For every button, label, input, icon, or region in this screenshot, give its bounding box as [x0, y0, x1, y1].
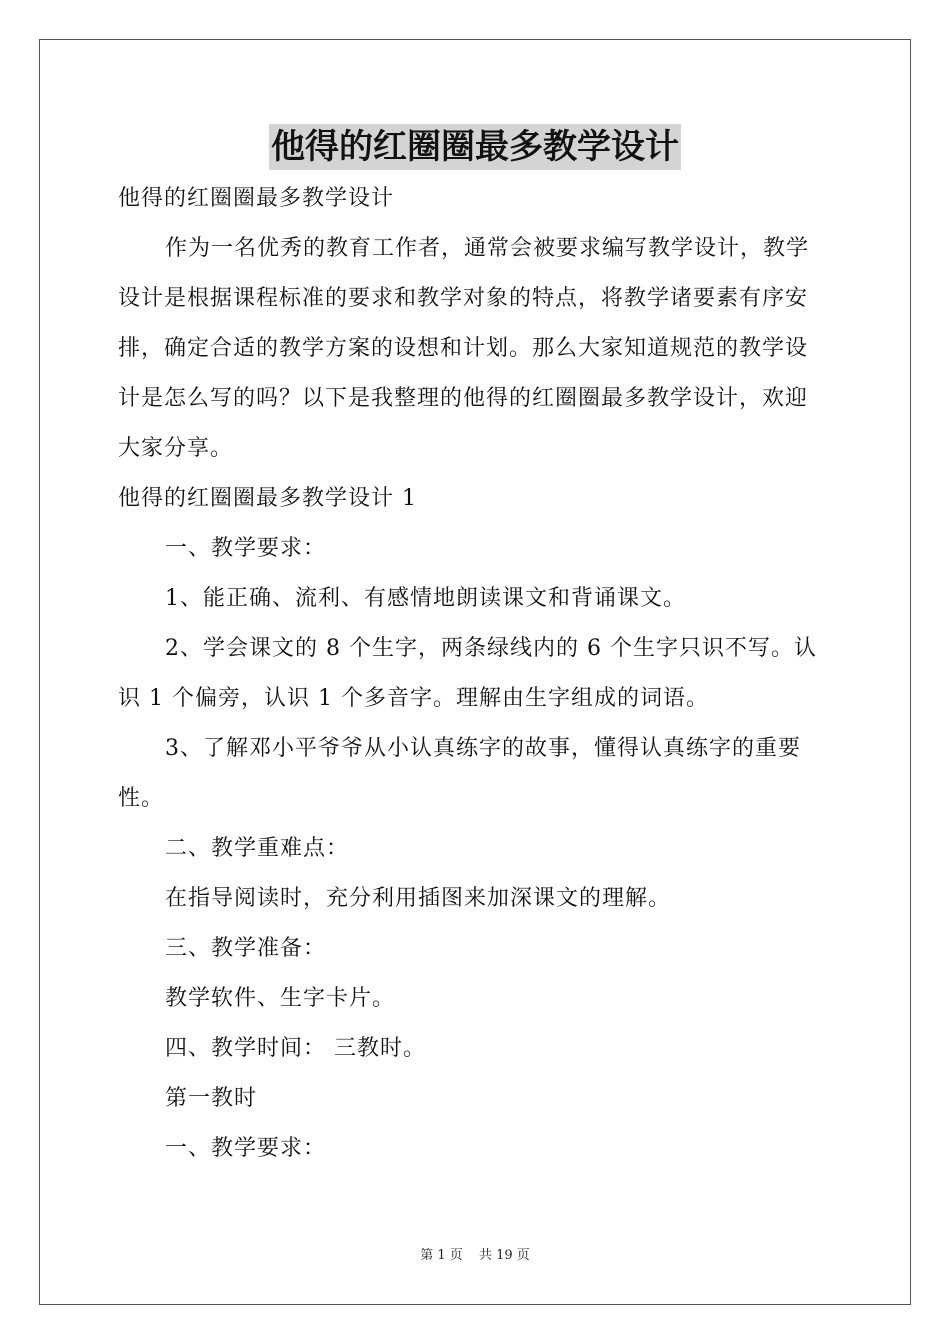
paragraph-line: 四、教学时间： 三教时。 [165, 1036, 426, 1061]
page-footer [0, 1247, 950, 1265]
paragraph-line: 教学软件、生字卡片。 [165, 986, 396, 1011]
paragraph-line: 三、教学准备： [165, 936, 327, 961]
paragraph-line: 3、了解邓小平爷爷从小认真练字的故事，懂得认真练字的重要 [165, 736, 801, 761]
paragraph-line: 1、能正确、流利、有感情地朗读课文和背诵课文。 [165, 586, 686, 611]
paragraph-line: 大家分享。 [118, 436, 234, 461]
paragraph-line: 一、教学要求： [165, 536, 327, 561]
paragraph-line: 一、教学要求： [165, 1136, 327, 1161]
paragraph-line: 计是怎么写的吗？以下是我整理的他得的红圈圈最多教学设计，欢迎 [118, 386, 809, 411]
page-frame [39, 39, 911, 1305]
paragraph-line: 作为一名优秀的教育工作者，通常会被要求编写教学设计，教学 [165, 236, 810, 261]
paragraph-line: 第一教时 [165, 1086, 258, 1111]
paragraph-line: 二、教学重难点： [165, 836, 350, 861]
paragraph-line: 2、学会课文的 8 个生字，两条绿线内的 6 个生字只识不写。认 [165, 636, 817, 661]
section-heading: 他得的红圈圈最多教学设计 1 [118, 486, 417, 511]
paragraph-line: 识 1 个偏旁，认识 1 个多音字。理解由生字组成的词语。 [118, 686, 709, 711]
subtitle-line: 他得的红圈圈最多教学设计 [118, 186, 395, 211]
title-container [0, 124, 950, 170]
paragraph-line: 排，确定合适的教学方案的设想和计划。那么大家知道规范的教学设 [118, 336, 809, 361]
page-count: 共 19 页 [478, 1248, 530, 1263]
paragraph-line: 性。 [118, 786, 165, 811]
page-number: 第 1 页 [420, 1248, 463, 1263]
paragraph-line: 在指导阅读时，充分利用插图来加深课文的理解。 [165, 886, 672, 911]
paragraph-line: 设计是根据课程标准的要求和教学对象的特点，将教学诸要素有序安 [118, 286, 809, 311]
document-title: 他得的红圈圈最多教学设计 [269, 124, 681, 170]
